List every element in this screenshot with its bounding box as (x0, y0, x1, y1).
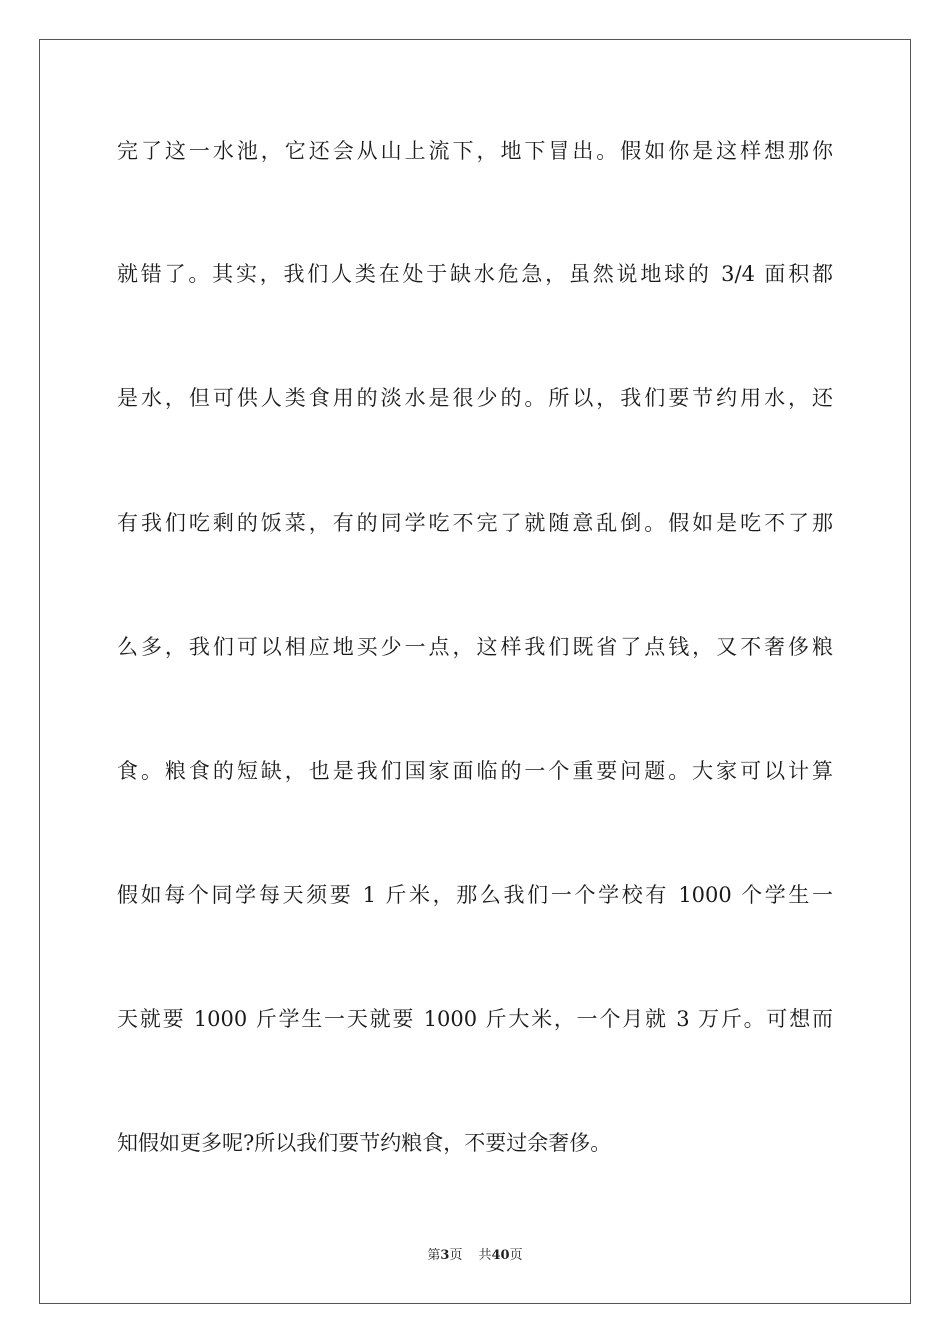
page-number: 3 (440, 1248, 450, 1263)
total-suffix: 页 (509, 1248, 523, 1263)
text-line-6: 食。粮食的短缺，也是我们国家面临的一个重要问题。大家可以计算 (117, 759, 833, 783)
text-line-9: 知假如更多呢?所以我们要节约粮食，不要过余奢侈。 (117, 1131, 612, 1155)
text-line-7: 假如每个同学每天须要 1 斤米，那么我们一个学校有 1000 个学生一 (117, 883, 833, 907)
total-pages: 40 (491, 1248, 510, 1263)
page-suffix: 页 (449, 1248, 463, 1263)
page-border (39, 39, 911, 1304)
text-line-4: 有我们吃剩的饭菜，有的同学吃不完了就随意乱倒。假如是吃不了那 (117, 511, 833, 535)
total-prefix: 共 (478, 1248, 492, 1263)
text-line-3: 是水，但可供人类食用的淡水是很少的。所以，我们要节约用水，还 (117, 386, 833, 410)
text-line-5: 么多，我们可以相应地买少一点，这样我们既省了点钱，又不奢侈粮 (117, 635, 833, 659)
text-line-8: 天就要 1000 斤学生一天就要 1000 斤大米，一个月就 3 万斤。可想而 (117, 1007, 833, 1031)
text-line-2: 就错了。其实，我们人类在处于缺水危急，虽然说地球的 3/4 面积都 (117, 262, 833, 286)
page-footer (0, 1247, 950, 1265)
text-line-1: 完了这一水池，它还会从山上流下，地下冒出。假如你是这样想那你 (117, 139, 833, 163)
page-prefix: 第 (427, 1248, 441, 1263)
